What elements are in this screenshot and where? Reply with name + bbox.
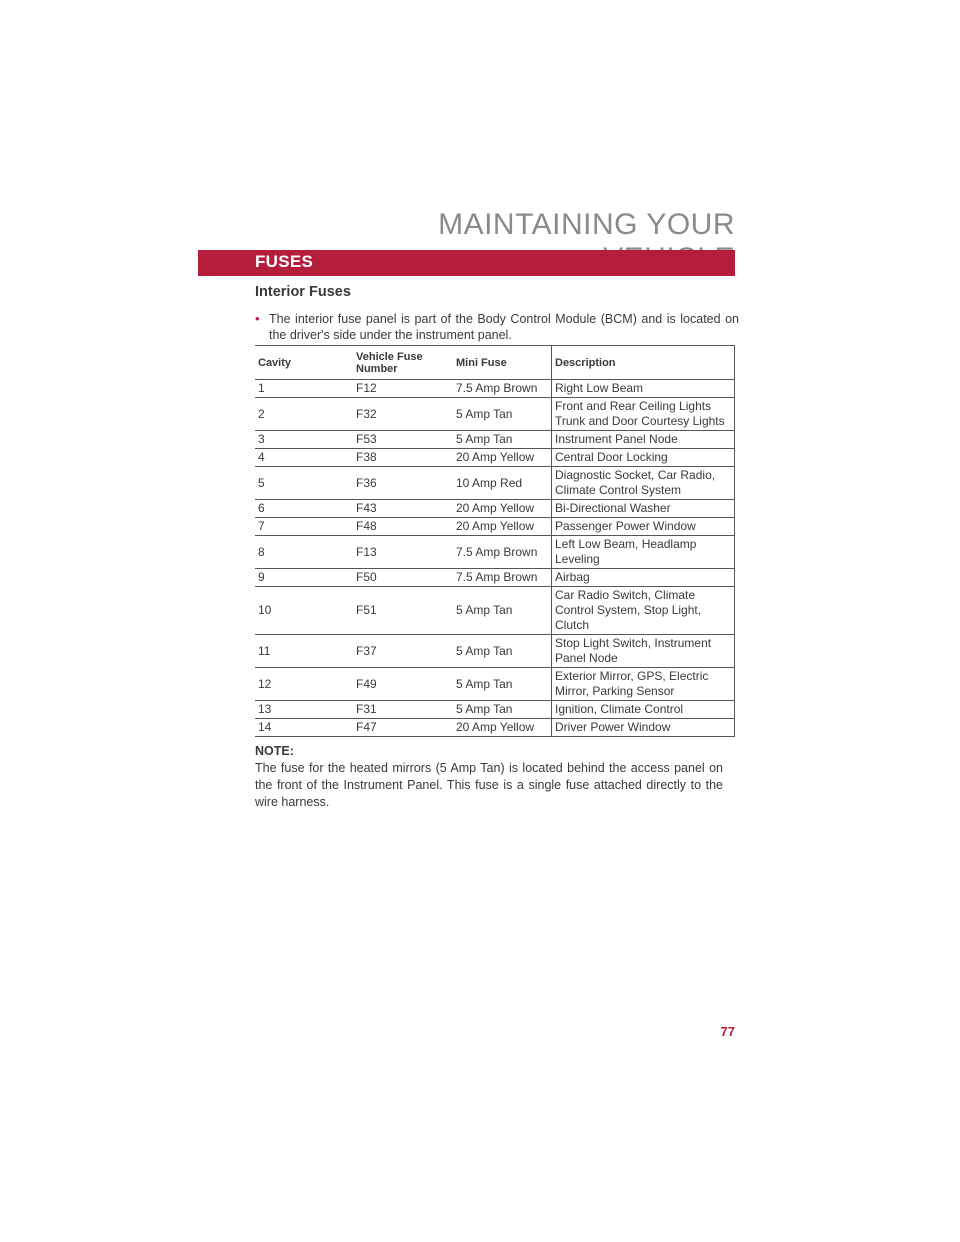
cell-cavity: 8 [255,536,353,569]
cell-cavity: 13 [255,701,353,719]
cell-fuse-number: F12 [353,380,453,398]
cell-mini-fuse: 7.5 Amp Brown [453,380,552,398]
cell-description: Passenger Power Window [552,518,735,536]
cell-cavity: 3 [255,431,353,449]
cell-mini-fuse: 5 Amp Tan [453,587,552,635]
cell-fuse-number: F48 [353,518,453,536]
table-row [255,536,735,569]
header-cavity: Cavity [255,346,353,380]
cell-fuse-number: F47 [353,719,453,737]
chapter-title: MAINTAINING YOUR [438,208,735,241]
note-label: NOTE: [255,744,294,758]
table-row [255,398,735,431]
cell-mini-fuse: 5 Amp Tan [453,668,552,701]
cell-cavity: 5 [255,467,353,500]
cell-fuse-number: F13 [353,536,453,569]
table-row [255,719,735,737]
section-title: FUSES [255,252,314,271]
note-text: The fuse for the heated mirrors (5 Amp Tan) is located behind the access panel on the front of the Instrument Panel. This fuse is a single fuse attached directly to the wire harness. [255,761,723,809]
cell-fuse-number: F32 [353,398,453,431]
bullet-icon: • [255,311,260,326]
cell-cavity: 10 [255,587,353,635]
page-number: 77 [720,1024,735,1039]
cell-fuse-number: F37 [353,635,453,668]
cell-description: Left Low Beam, Headlamp Leveling [552,536,735,569]
cell-mini-fuse: 5 Amp Tan [453,398,552,431]
cell-mini-fuse: 20 Amp Yellow [453,449,552,467]
table-row [255,431,735,449]
table-row [255,449,735,467]
cell-mini-fuse: 10 Amp Red [453,467,552,500]
cell-description: Car Radio Switch, Climate Control System, Stop Light, Clutch [552,587,735,635]
cell-mini-fuse: 20 Amp Yellow [453,719,552,737]
bullet-paragraph [255,311,739,343]
table-row [255,569,735,587]
header-fuse-number: Vehicle Fuse Number [353,346,453,380]
section-header-bar [198,250,735,276]
table-row [255,635,735,668]
cell-description: Driver Power Window [552,719,735,737]
header-description: Description [552,346,735,380]
cell-fuse-number: F31 [353,701,453,719]
subsection-title: Interior Fuses [255,284,351,300]
cell-mini-fuse: 7.5 Amp Brown [453,569,552,587]
cell-description: Right Low Beam [552,380,735,398]
cell-mini-fuse: 5 Amp Tan [453,431,552,449]
header-mini-fuse: Mini Fuse [453,346,552,380]
cell-description: Ignition, Climate Control [552,701,735,719]
cell-fuse-number: F53 [353,431,453,449]
cell-description: Bi-Directional Washer [552,500,735,518]
table-row [255,467,735,500]
cell-cavity: 11 [255,635,353,668]
cell-fuse-number: F51 [353,587,453,635]
cell-fuse-number: F38 [353,449,453,467]
cell-description: Exterior Mirror, GPS, Electric Mirror, Parking Sensor [552,668,735,701]
cell-cavity: 9 [255,569,353,587]
table-body [255,380,735,737]
fuse-table [255,345,735,737]
cell-fuse-number: F43 [353,500,453,518]
cell-description: Stop Light Switch, Instrument Panel Node [552,635,735,668]
cell-mini-fuse: 20 Amp Yellow [453,518,552,536]
cell-description: Instrument Panel Node [552,431,735,449]
table-row [255,701,735,719]
cell-cavity: 14 [255,719,353,737]
cell-fuse-number: F50 [353,569,453,587]
cell-fuse-number: F49 [353,668,453,701]
cell-cavity: 6 [255,500,353,518]
cell-mini-fuse: 5 Amp Tan [453,701,552,719]
table-row [255,518,735,536]
table-header-row [255,346,735,380]
cell-description: Central Door Locking [552,449,735,467]
cell-cavity: 7 [255,518,353,536]
cell-fuse-number: F36 [353,467,453,500]
cell-description: Front and Rear Ceiling Lights Trunk and Door Courtesy Lights [552,398,735,431]
cell-mini-fuse: 7.5 Amp Brown [453,536,552,569]
cell-mini-fuse: 5 Amp Tan [453,635,552,668]
cell-cavity: 4 [255,449,353,467]
table-row [255,587,735,635]
cell-mini-fuse: 20 Amp Yellow [453,500,552,518]
cell-description: Airbag [552,569,735,587]
cell-cavity: 1 [255,380,353,398]
cell-description: Diagnostic Socket, Car Radio, Climate Control System [552,467,735,500]
table-row [255,668,735,701]
table-row [255,380,735,398]
cell-cavity: 12 [255,668,353,701]
bullet-text: The interior fuse panel is part of the Body Control Module (BCM) and is located on the driver's side under the instrument panel. [269,312,739,342]
cell-cavity: 2 [255,398,353,431]
table-row [255,500,735,518]
